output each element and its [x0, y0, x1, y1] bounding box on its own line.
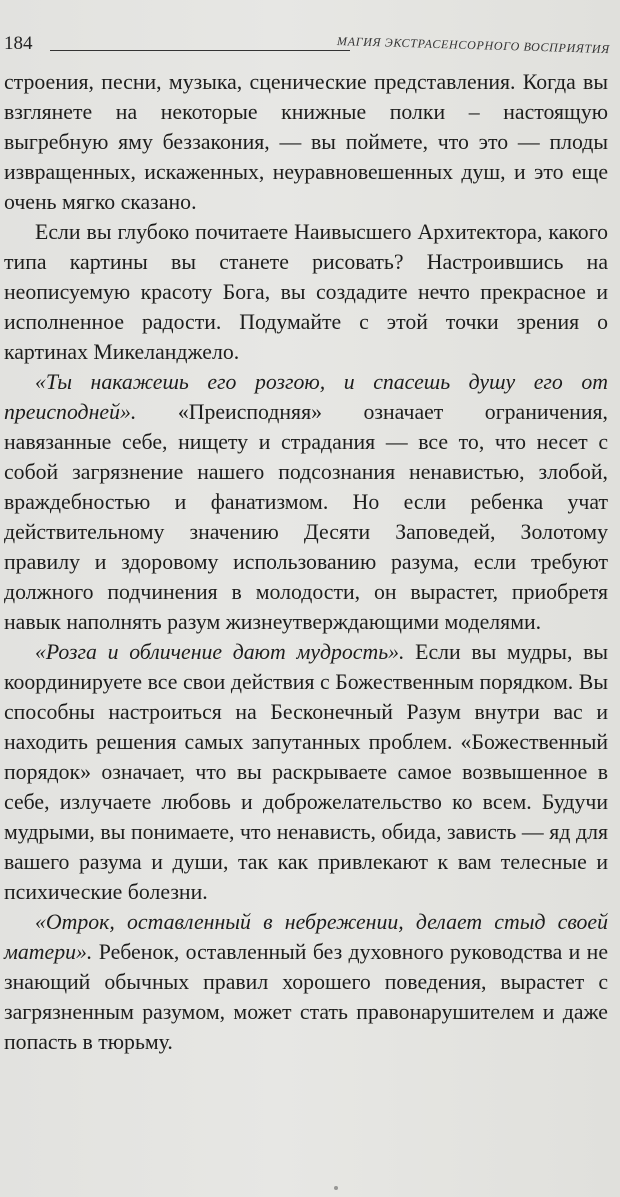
- paragraph: [4, 637, 608, 907]
- paragraph: [4, 907, 608, 1057]
- page-number: 184: [4, 33, 33, 54]
- print-speck: [334, 1186, 338, 1190]
- running-head: [4, 32, 610, 58]
- paragraph: [4, 67, 608, 217]
- book-title: МАГИЯ ЭКСТРАСЕНСОРНОГО ВОСПРИЯТИЯ: [336, 34, 611, 57]
- scripture-quote: «Розга и обличение дают мудрость».: [35, 640, 405, 664]
- paragraph-text: Если вы глубоко почитаете Наивысшего Архитектора, какого типа картины вы станете рисовать? Настроившись на неописуемую красоту Бога, вы создадите нечто прекрасное и исполненное радости. Подумайте с этой точки зрения о картинах Микеланджело.: [4, 220, 608, 364]
- paragraph: [4, 367, 608, 637]
- scripture-quote: «Ты накажешь его розгою, и спасешь душу его от преисподней».: [4, 370, 608, 424]
- paragraph-text: Ребенок, оставленный без духовного руководства и не знающий обычных правил хорошего поведения, вырастет с загрязненным разумом, может стать правонарушителем и даже попасть в тюрьму.: [4, 940, 608, 1054]
- paragraph-text: строения, песни, музыка, сценические представления. Когда вы взглянете на некоторые книжные полки – настоящую выгребную яму беззакония, — вы поймете, что это — плоды извращенных, искаженных, неуравновешенных душ, и это еще очень мягко сказано.: [4, 70, 608, 214]
- paragraph-text: «Преисподняя» означает ограничения, навязанные себе, нищету и страдания — все то, что несет с собой загрязнение нашего подсознания ненавистью, злобой, враждебностью и фанатизмом. Но если ребенка учат действительному значению Десяти Заповедей, Золотому правилу и здоровому использованию разума, если требуют должного подчинения в молодости, он вырастет, приобретя навык наполнять разум жизнеутверждающими моделями.: [4, 400, 608, 634]
- body-text: [4, 67, 608, 1057]
- header-rule: [50, 50, 350, 51]
- paragraph-text: Если вы мудры, вы координируете все свои действия с Божественным порядком. Вы способны настроиться на Бесконечный Разум внутри вас и находить решения самых запутанных проблем. «Божественный порядок» означает, что вы раскрываете самое возвышенное в себе, излучаете любовь и доброжелательство ко всем. Будучи мудрыми, вы понимаете, что ненависть, обида, зависть — яд для вашего разума и души, так как привлекают к вам телесные и психические болезни.: [4, 640, 609, 904]
- paragraph: [4, 217, 608, 367]
- scripture-quote: «Отрок, оставленный в небрежении, делает стыд своей матери».: [4, 910, 608, 964]
